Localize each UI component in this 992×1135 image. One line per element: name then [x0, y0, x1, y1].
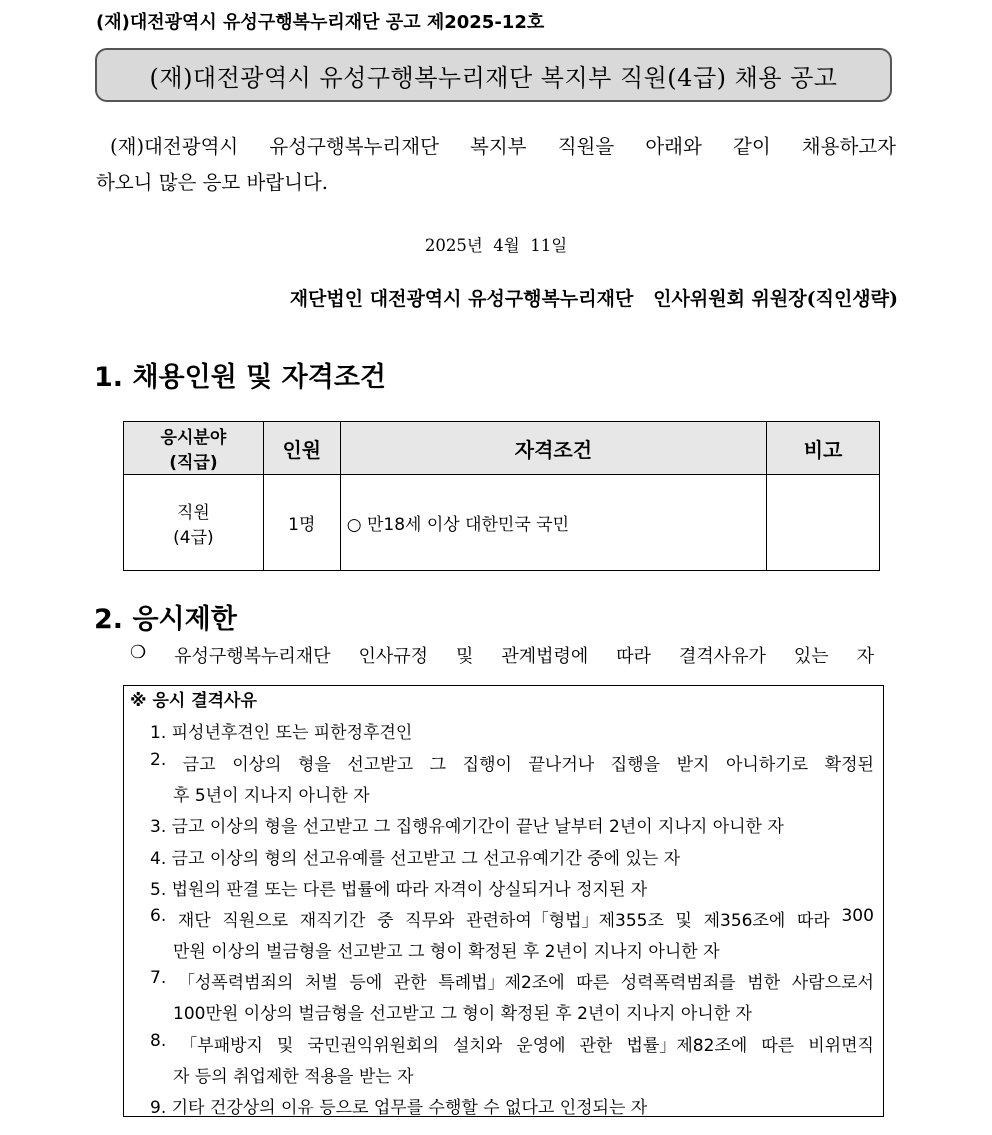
list-item: 5. 법원의 판결 또는 다른 법률에 따라 자격이 상실되거나 정지된 자	[150, 880, 648, 900]
cell-qualification: ○ 만18세 이상 대한민국 국민	[340, 475, 766, 571]
list-item: 9. 기타 건강상의 이유 등으로 업무를 수행할 수 없다고 인정되는 자	[150, 1098, 648, 1118]
list-item-continuation: 만원 이상의 벌금형을 선고받고 그 형이 확정된 후 2년이 지나지 아니한 자	[173, 942, 720, 962]
title-banner	[95, 48, 892, 102]
notice-number: (재)대전광역시 유성구행복누리재단 공고 제2025-12호	[96, 12, 545, 33]
list-item-continuation: 후 5년이 지나지 아니한 자	[173, 786, 370, 806]
list-item: 3. 금고 이상의 형을 선고받고 그 집행유예기간이 끝난 날부터 2년이 지나지 아니한 자	[150, 817, 784, 837]
cell-field-line2: (4급)	[173, 527, 214, 548]
list-item: 7. 「성폭력범죄의 처벌 등에 관한 특례법」제2조에 따른 성력폭력범죄를 범한 사람으로서	[150, 968, 874, 993]
header-note: 비고	[767, 422, 880, 475]
intro-line-1: (재)대전광역시 유성구행복누리재단 복지부 직원을 아래와 같이 채용하고자	[110, 135, 896, 158]
header-count: 인원	[263, 422, 340, 475]
cell-count: 1명	[263, 475, 340, 571]
signer: 재단법인 대전광역시 유성구행복누리재단 인사위원회 위원장(직인생략)	[289, 288, 898, 310]
notice-date: 2025년 4월 11일	[424, 236, 568, 255]
table-header-row	[124, 422, 880, 475]
cell-field	[124, 475, 264, 571]
cell-note	[767, 475, 880, 571]
page-title: (재)대전광역시 유성구행복누리재단 복지부 직원(4급) 채용 공고	[149, 63, 838, 92]
list-item: 2. 금고 이상의 형을 선고받고 그 집행이 끝나거나 집행을 받지 아니하기로 확정된	[150, 750, 874, 775]
list-item: 6. 재단 직원으로 재직기간 중 직무와 관련하여「형법」제355조 및 제356조에 따라 300	[150, 906, 874, 931]
requirements-table	[123, 421, 880, 571]
intro-line-2: 하오니 많은 응모 바랍니다.	[96, 171, 329, 194]
restriction-text: ❍ 유성구행복누리재단 인사규정 및 관계법령에 따라 결격사유가 있는 자	[130, 642, 874, 667]
cell-field-line1: 직원	[176, 502, 210, 523]
header-field-line2: (직급)	[169, 453, 218, 473]
list-item: 4. 금고 이상의 형의 선고유예를 선고받고 그 선고유예기간 중에 있는 자	[150, 849, 681, 869]
header-field-line1: 응시분야	[160, 428, 227, 448]
header-qualification: 자격조건	[340, 422, 766, 475]
list-item: 1. 피성년후견인 또는 피한정후견인	[150, 723, 413, 743]
table-row	[124, 475, 880, 571]
section-2-heading: 2. 응시제한	[94, 604, 237, 635]
disqualification-title: ※ 응시 결격사유	[130, 691, 257, 711]
section-1-heading: 1. 채용인원 및 자격조건	[94, 362, 386, 393]
list-item: 8. 「부패방지 및 국민권익위원회의 설치와 운영에 관한 법률」제82조에 따른 비위면직	[150, 1031, 874, 1056]
list-item-continuation: 100만원 이상의 벌금형을 선고받고 그 형이 확정된 후 2년이 지나지 아니한 자	[173, 1004, 752, 1024]
header-field	[124, 422, 264, 475]
list-item-continuation: 자 등의 취업제한 적용을 받는 자	[173, 1067, 414, 1087]
